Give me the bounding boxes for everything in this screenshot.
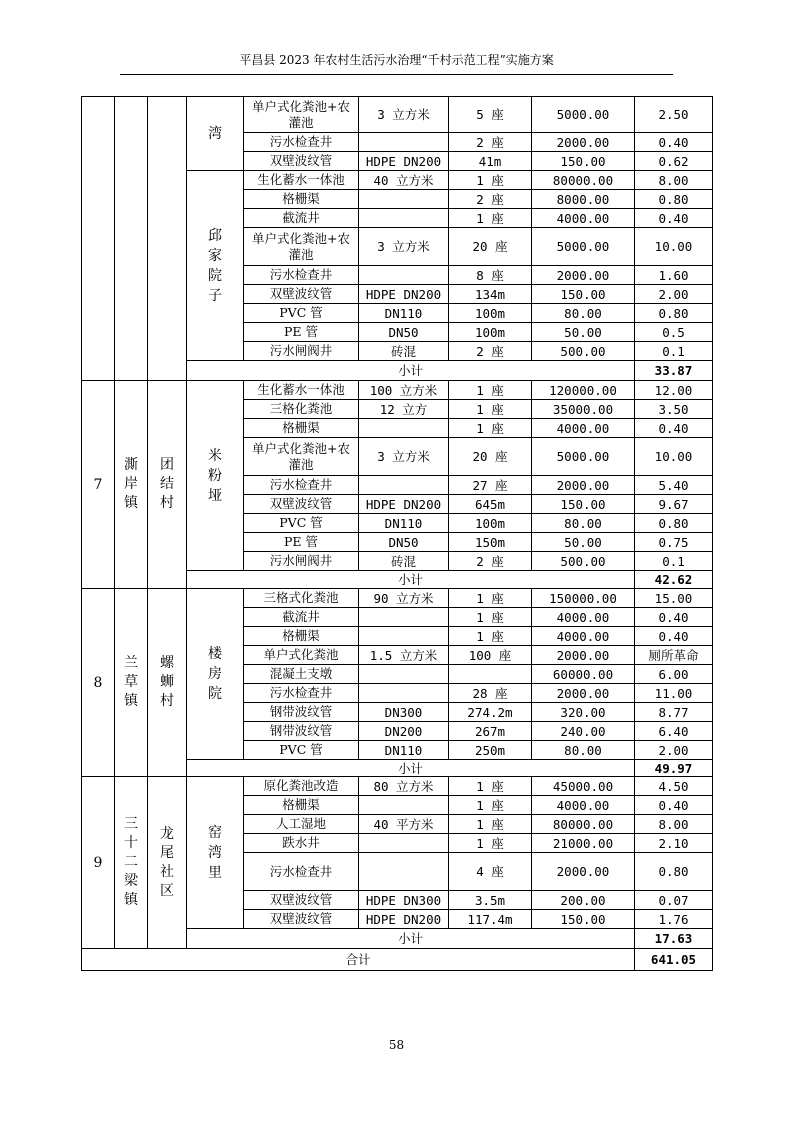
amount-cell: 0.80 — [635, 190, 713, 209]
qty-cell: 5 座 — [449, 97, 532, 133]
subtotal-label: 小计 — [187, 571, 635, 589]
item-cell: PVC 管 — [244, 304, 359, 323]
amount-cell: 5.40 — [635, 476, 713, 495]
subtotal-label: 小计 — [187, 760, 635, 777]
spec-cell — [359, 419, 449, 438]
subtotal-value: 17.63 — [635, 929, 713, 949]
total-row — [82, 949, 713, 971]
price-cell: 150.00 — [532, 285, 635, 304]
item-cell: 单户式化粪池+农灌池 — [244, 438, 359, 476]
item-cell: 截流井 — [244, 608, 359, 627]
qty-cell: 1 座 — [449, 608, 532, 627]
price-cell: 320.00 — [532, 703, 635, 722]
amount-cell: 2.00 — [635, 285, 713, 304]
price-cell: 240.00 — [532, 722, 635, 741]
spec-cell: 100 立方米 — [359, 381, 449, 400]
serial-cell — [82, 97, 115, 381]
price-cell: 5000.00 — [532, 438, 635, 476]
subtotal-label: 小计 — [187, 929, 635, 949]
item-cell: 截流井 — [244, 209, 359, 228]
item-cell: 生化蓄水一体池 — [244, 381, 359, 400]
table-row — [82, 97, 713, 133]
price-cell: 80.00 — [532, 514, 635, 533]
site-cell — [187, 589, 244, 760]
price-cell: 2000.00 — [532, 853, 635, 891]
item-cell: 三格化粪池 — [244, 400, 359, 419]
item-cell: 双壁波纹管 — [244, 910, 359, 929]
price-cell: 150000.00 — [532, 589, 635, 608]
qty-cell: 2 座 — [449, 190, 532, 209]
item-cell: PVC 管 — [244, 514, 359, 533]
village-cell — [148, 589, 187, 777]
amount-cell: 0.80 — [635, 514, 713, 533]
spec-cell: 40 平方米 — [359, 815, 449, 834]
spec-cell: 3 立方米 — [359, 97, 449, 133]
price-cell: 80000.00 — [532, 815, 635, 834]
spec-cell: 80 立方米 — [359, 777, 449, 796]
site-cell — [187, 777, 244, 929]
qty-cell: 100 座 — [449, 646, 532, 665]
village-cell-text: 团结村 — [159, 457, 174, 511]
page-number: 58 — [388, 1038, 405, 1052]
qty-cell: 20 座 — [449, 438, 532, 476]
amount-cell: 2.00 — [635, 741, 713, 760]
item-cell: 污水检查井 — [244, 266, 359, 285]
item-cell: 生化蓄水一体池 — [244, 171, 359, 190]
qty-cell: 41m — [449, 152, 532, 171]
price-cell: 60000.00 — [532, 665, 635, 684]
qty-cell: 1 座 — [449, 589, 532, 608]
price-cell: 120000.00 — [532, 381, 635, 400]
qty-cell: 117.4m — [449, 910, 532, 929]
village-cell — [148, 777, 187, 949]
spec-cell: DN110 — [359, 741, 449, 760]
price-cell: 150.00 — [532, 910, 635, 929]
item-cell: 污水检查井 — [244, 476, 359, 495]
price-cell: 2000.00 — [532, 266, 635, 285]
site-cell-text: 楼房院 — [207, 646, 222, 702]
amount-cell: 11.00 — [635, 684, 713, 703]
serial-cell: 7 — [82, 381, 115, 589]
subtotal-value: 33.87 — [635, 361, 713, 381]
amount-cell: 8.00 — [635, 171, 713, 190]
amount-cell: 0.40 — [635, 133, 713, 152]
qty-cell: 100m — [449, 514, 532, 533]
item-cell: 混凝土支墩 — [244, 665, 359, 684]
amount-cell: 12.00 — [635, 381, 713, 400]
price-cell: 21000.00 — [532, 834, 635, 853]
amount-cell: 10.00 — [635, 438, 713, 476]
page-header: 平昌县 2023 年农村生活污水治理“千村示范工程”实施方案 — [239, 53, 554, 67]
price-cell: 2000.00 — [532, 133, 635, 152]
spec-cell: HDPE DN200 — [359, 910, 449, 929]
item-cell: 单户式化粪池+农灌池 — [244, 228, 359, 266]
spec-cell — [359, 476, 449, 495]
amount-cell: 4.50 — [635, 777, 713, 796]
total-label: 合计 — [82, 949, 635, 971]
town-cell — [115, 97, 148, 381]
site-cell — [187, 381, 244, 571]
amount-cell: 0.40 — [635, 608, 713, 627]
item-cell: 双壁波纹管 — [244, 495, 359, 514]
qty-cell: 274.2m — [449, 703, 532, 722]
item-cell: 人工湿地 — [244, 815, 359, 834]
price-cell: 2000.00 — [532, 646, 635, 665]
spec-cell — [359, 209, 449, 228]
amount-cell: 0.80 — [635, 304, 713, 323]
price-cell: 35000.00 — [532, 400, 635, 419]
amount-cell: 0.1 — [635, 552, 713, 571]
price-cell: 4000.00 — [532, 608, 635, 627]
spec-cell — [359, 190, 449, 209]
amount-cell: 1.60 — [635, 266, 713, 285]
amount-cell: 8.00 — [635, 815, 713, 834]
item-cell: PE 管 — [244, 533, 359, 552]
subtotal-value: 42.62 — [635, 571, 713, 589]
spec-cell — [359, 266, 449, 285]
table-row — [82, 777, 713, 796]
spec-cell: HDPE DN200 — [359, 495, 449, 514]
subtotal-value: 49.97 — [635, 760, 713, 777]
amount-cell: 3.50 — [635, 400, 713, 419]
item-cell: 双壁波纹管 — [244, 152, 359, 171]
amount-cell: 0.40 — [635, 796, 713, 815]
qty-cell: 1 座 — [449, 209, 532, 228]
amount-cell: 0.5 — [635, 323, 713, 342]
amount-cell: 15.00 — [635, 589, 713, 608]
item-cell: PE 管 — [244, 323, 359, 342]
village-cell-text: 龙尾社区 — [159, 825, 174, 899]
qty-cell: 2 座 — [449, 552, 532, 571]
price-cell: 5000.00 — [532, 97, 635, 133]
spec-cell: 12 立方 — [359, 400, 449, 419]
spec-cell — [359, 796, 449, 815]
qty-cell: 1 座 — [449, 171, 532, 190]
qty-cell: 100m — [449, 304, 532, 323]
qty-cell: 1 座 — [449, 777, 532, 796]
price-cell: 2000.00 — [532, 684, 635, 703]
town-cell — [115, 777, 148, 949]
qty-cell: 8 座 — [449, 266, 532, 285]
amount-cell: 0.40 — [635, 209, 713, 228]
spec-cell: 3 立方米 — [359, 438, 449, 476]
qty-cell: 100m — [449, 323, 532, 342]
amount-cell: 1.76 — [635, 910, 713, 929]
qty-cell: 150m — [449, 533, 532, 552]
spec-cell — [359, 665, 449, 684]
spec-cell — [359, 608, 449, 627]
spec-cell: DN200 — [359, 722, 449, 741]
item-cell: 跌水井 — [244, 834, 359, 853]
spec-cell — [359, 853, 449, 891]
item-cell: 格栅渠 — [244, 419, 359, 438]
serial-cell: 8 — [82, 589, 115, 777]
price-cell: 4000.00 — [532, 796, 635, 815]
qty-cell: 1 座 — [449, 381, 532, 400]
price-cell: 500.00 — [532, 342, 635, 361]
item-cell: 污水检查井 — [244, 853, 359, 891]
village-cell — [148, 381, 187, 589]
spec-cell — [359, 834, 449, 853]
spec-cell: HDPE DN300 — [359, 891, 449, 910]
site-cell — [187, 97, 244, 171]
amount-cell: 8.77 — [635, 703, 713, 722]
spec-cell — [359, 627, 449, 646]
amount-cell: 0.1 — [635, 342, 713, 361]
item-cell: 三格式化粪池 — [244, 589, 359, 608]
amount-cell: 2.10 — [635, 834, 713, 853]
cost-table — [81, 96, 713, 971]
qty-cell: 1 座 — [449, 796, 532, 815]
qty-cell — [449, 665, 532, 684]
qty-cell: 250m — [449, 741, 532, 760]
item-cell: 格栅渠 — [244, 796, 359, 815]
spec-cell: DN300 — [359, 703, 449, 722]
amount-cell: 0.40 — [635, 419, 713, 438]
price-cell: 4000.00 — [532, 419, 635, 438]
town-cell-text: 兰草镇 — [123, 655, 138, 709]
site-cell-text: 湾 — [207, 125, 222, 142]
item-cell: 钢带波纹管 — [244, 703, 359, 722]
qty-cell: 4 座 — [449, 853, 532, 891]
item-cell: 钢带波纹管 — [244, 722, 359, 741]
qty-cell: 28 座 — [449, 684, 532, 703]
item-cell: 污水检查井 — [244, 684, 359, 703]
price-cell: 50.00 — [532, 323, 635, 342]
price-cell: 200.00 — [532, 891, 635, 910]
amount-cell: 0.40 — [635, 627, 713, 646]
serial-cell: 9 — [82, 777, 115, 949]
price-cell: 150.00 — [532, 152, 635, 171]
item-cell: 单户式化粪池 — [244, 646, 359, 665]
amount-cell: 厕所革命 — [635, 646, 713, 665]
spec-cell: DN110 — [359, 514, 449, 533]
qty-cell: 645m — [449, 495, 532, 514]
item-cell: 污水检查井 — [244, 133, 359, 152]
qty-cell: 1 座 — [449, 627, 532, 646]
qty-cell: 1 座 — [449, 419, 532, 438]
town-cell — [115, 381, 148, 589]
spec-cell: 3 立方米 — [359, 228, 449, 266]
price-cell: 8000.00 — [532, 190, 635, 209]
spec-cell: 1.5 立方米 — [359, 646, 449, 665]
qty-cell: 267m — [449, 722, 532, 741]
spec-cell: 40 立方米 — [359, 171, 449, 190]
qty-cell: 2 座 — [449, 342, 532, 361]
price-cell: 150.00 — [532, 495, 635, 514]
price-cell: 500.00 — [532, 552, 635, 571]
village-cell — [148, 97, 187, 381]
item-cell: 双壁波纹管 — [244, 891, 359, 910]
spec-cell: 砖混 — [359, 342, 449, 361]
spec-cell: DN110 — [359, 304, 449, 323]
price-cell: 80000.00 — [532, 171, 635, 190]
amount-cell: 0.07 — [635, 891, 713, 910]
price-cell: 4000.00 — [532, 209, 635, 228]
item-cell: 原化粪池改造 — [244, 777, 359, 796]
amount-cell: 0.80 — [635, 853, 713, 891]
price-cell: 2000.00 — [532, 476, 635, 495]
amount-cell: 0.75 — [635, 533, 713, 552]
item-cell: 双壁波纹管 — [244, 285, 359, 304]
item-cell: 格栅渠 — [244, 627, 359, 646]
amount-cell: 2.50 — [635, 97, 713, 133]
subtotal-label: 小计 — [187, 361, 635, 381]
town-cell-text: 澌岸镇 — [123, 457, 138, 511]
price-cell: 5000.00 — [532, 228, 635, 266]
total-value: 641.05 — [635, 949, 713, 971]
price-cell: 4000.00 — [532, 627, 635, 646]
site-cell-text: 米粉垭 — [207, 447, 222, 504]
qty-cell: 1 座 — [449, 834, 532, 853]
amount-cell: 10.00 — [635, 228, 713, 266]
site-cell-text: 窑湾里 — [207, 824, 222, 881]
item-cell: PVC 管 — [244, 741, 359, 760]
amount-cell: 9.67 — [635, 495, 713, 514]
spec-cell — [359, 133, 449, 152]
item-cell: 单户式化粪池+农灌池 — [244, 97, 359, 133]
spec-cell: 砖混 — [359, 552, 449, 571]
item-cell: 污水闸阀井 — [244, 552, 359, 571]
qty-cell: 1 座 — [449, 400, 532, 419]
site-cell-text: 邱家院子 — [207, 227, 222, 304]
header-rule — [120, 74, 673, 75]
table-row — [82, 589, 713, 608]
spec-cell: HDPE DN200 — [359, 285, 449, 304]
village-cell-text: 螺蛳村 — [159, 655, 174, 709]
amount-cell: 6.00 — [635, 665, 713, 684]
qty-cell: 2 座 — [449, 133, 532, 152]
qty-cell: 1 座 — [449, 815, 532, 834]
qty-cell: 3.5m — [449, 891, 532, 910]
spec-cell: DN50 — [359, 533, 449, 552]
spec-cell: DN50 — [359, 323, 449, 342]
price-cell: 50.00 — [532, 533, 635, 552]
spec-cell — [359, 684, 449, 703]
price-cell: 80.00 — [532, 304, 635, 323]
qty-cell: 134m — [449, 285, 532, 304]
qty-cell: 27 座 — [449, 476, 532, 495]
price-cell: 80.00 — [532, 741, 635, 760]
town-cell — [115, 589, 148, 777]
item-cell: 格栅渠 — [244, 190, 359, 209]
qty-cell: 20 座 — [449, 228, 532, 266]
amount-cell: 0.62 — [635, 152, 713, 171]
price-cell: 45000.00 — [532, 777, 635, 796]
town-cell-text: 三十二梁镇 — [123, 816, 138, 908]
spec-cell: 90 立方米 — [359, 589, 449, 608]
site-cell — [187, 171, 244, 361]
spec-cell: HDPE DN200 — [359, 152, 449, 171]
item-cell: 污水闸阀井 — [244, 342, 359, 361]
amount-cell: 6.40 — [635, 722, 713, 741]
table-row — [82, 381, 713, 400]
